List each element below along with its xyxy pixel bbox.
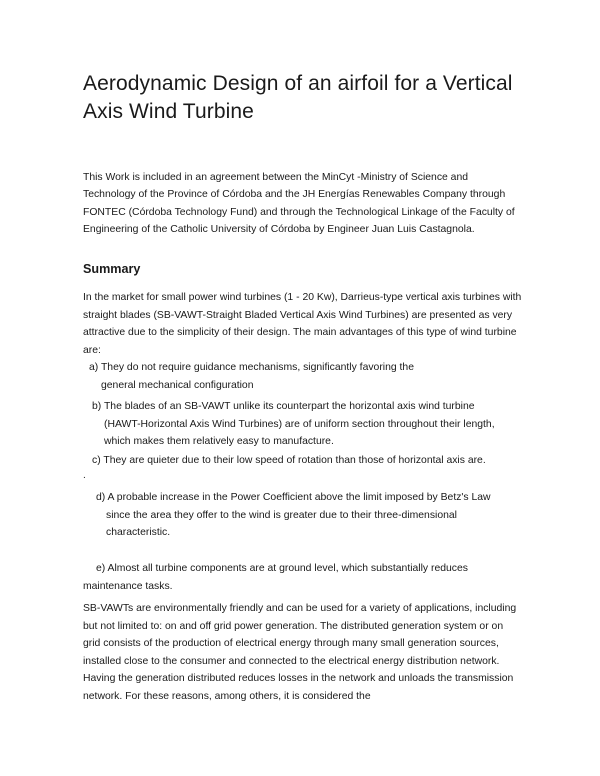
list-item-d-continuation: since the area they offer to the wind is greater due to their three-dimensional characteristic. <box>106 509 457 539</box>
intro-paragraph: This Work is included in an agreement between the MinCyt -Ministry of Science and Technology of the Province of Córdoba and the JH Energías Renewables Company through FONTEC (Córdoba Technology Fund) and through the Technological Linkage of the Faculty of Engineering of the Catholic University of Córdoba by Engineer Juan Luis Castagnola. <box>83 172 515 236</box>
list-item-a-continuation: general mechanical configuration <box>101 379 254 391</box>
list-item-a <box>89 359 529 394</box>
list-item-b-continuation: (HAWT-Horizontal Axis Wind Turbines) are of uniform section throughout their length, which makes them relatively easy to manufacture. <box>104 418 495 448</box>
summary-paragraph: In the market for small power wind turbines (1 - 20 Kw), Darrieus-type vertical axis turbines with straight blades (SB-VAWT-Straight Bladed Vertical Axis Wind Turbines) are presented as very attractive due to the simplicity of their design. The main advantages of this type of wind turbine are: <box>83 292 522 356</box>
list-item-b <box>92 398 512 451</box>
summary-heading: Summary <box>83 262 141 276</box>
list-item-e-continuation: maintenance tasks. <box>83 580 173 592</box>
list-item-d <box>96 489 521 542</box>
document-title: Aerodynamic Design of an airfoil for a Vertical Axis Wind Turbine <box>83 72 513 123</box>
list-item-c-text: c) They are quieter due to their low speed of rotation than those of horizontal axis are. <box>92 455 486 466</box>
list-item-b-text: b) The blades of an SB-VAWT unlike its counterpart the horizontal axis wind turbine <box>92 401 475 412</box>
list-item-d-text: d) A probable increase in the Power Coefficient above the limit imposed by Betz's Law <box>96 492 491 503</box>
list-item-a-text: a) They do not require guidance mechanisms, significantly favoring the <box>89 362 414 373</box>
list-item-e <box>83 560 523 595</box>
list-item-e-text: e) Almost all turbine components are at ground level, which substantially reduces <box>96 563 468 574</box>
final-paragraph: SB-VAWTs are environmentally friendly and can be used for a variety of applications, including but not limited to: on and off grid power generation. The distributed generation system or on grid consists of the production of electrical energy through many small generation sources, installed close to the consumer and connected to the electrical energy distribution network. Having the generation distributed reduces losses in the network and unloads the transmission network. For these reasons, among others, it is considered the <box>83 603 517 702</box>
list-item-c <box>92 452 542 470</box>
stray-dot: . <box>83 470 86 481</box>
